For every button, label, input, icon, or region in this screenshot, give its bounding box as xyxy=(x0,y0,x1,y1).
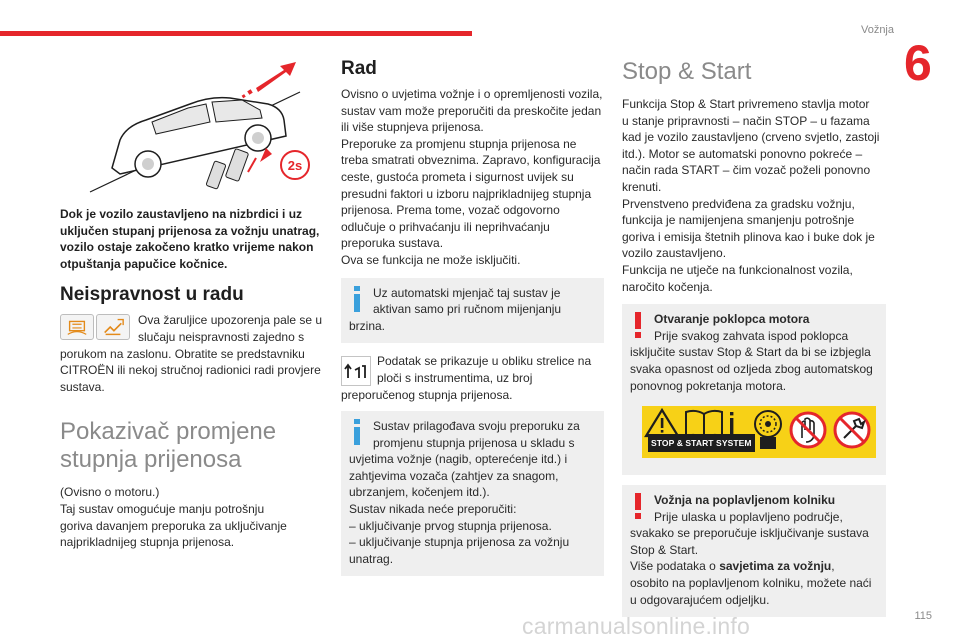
warning-line: svakako se preporučuje isključivanje sustava xyxy=(630,526,869,541)
column-3 xyxy=(622,58,886,627)
incline-note: Dok je vozilo zaustavljeno na nizbrdici i uz uključen stupanj prijenosa za vožnju unatrag, vozilo ostaje zakočeno kratko vrijeme nakon otpuštanja papučice kočnice. xyxy=(60,207,320,271)
stop-start-line: kad je vozilo zaustavljeno (crveno svjetlo, zastoji xyxy=(622,130,880,145)
gearbox-warning-lamp-icon xyxy=(96,314,130,340)
chapter-number: 6 xyxy=(904,35,932,91)
fault-text-line: Obratite se predstavniku CITROËN ili nekoj xyxy=(60,346,305,378)
rad-intro-line: treba smatrati obveznima. Zapravo, konfiguracija xyxy=(341,153,601,168)
warning-triangle-icon xyxy=(646,410,678,436)
fault-heading: Neispravnost u radu xyxy=(60,284,244,306)
fault-paragraph xyxy=(60,312,325,395)
gear-shift-up-indicator-icon xyxy=(341,356,371,386)
rad-intro-line: prijenosa. Prema tome, vozač odgovorno xyxy=(341,203,560,218)
info-line: – uključivanje stupnja prijenosa za vožnju xyxy=(349,535,570,550)
chapter-color-bar xyxy=(0,31,472,36)
stop-start-line: Prvenstveno predviđena za gradsku vožnju, xyxy=(622,196,855,211)
warning-line: svaka opasnost od ozljeda zbog automatskog xyxy=(630,361,873,376)
fault-text-line: slučaju neispravnosti zajedno s xyxy=(138,329,305,344)
warning-line: osobito na poplavljenom kolniku, možete naći xyxy=(630,576,872,591)
stop-start-intro xyxy=(622,96,886,295)
info-line: ubrzanjem, kočenjem itd.). xyxy=(349,485,490,500)
svg-text:2s: 2s xyxy=(287,158,303,173)
warning-line: Prije ulaska u poplavljeno područje, xyxy=(654,509,843,524)
watermark: carmanualsonline.info xyxy=(522,613,750,639)
stop-start-heading: Stop & Start xyxy=(622,58,752,85)
stop-start-line: vozilo zaustavljeno. xyxy=(622,246,727,261)
warning-line: u odgovarajućem odjeljku. xyxy=(630,592,770,607)
rad-intro-line: preporuka sustava. xyxy=(341,236,444,251)
indicator-paragraph xyxy=(341,353,604,403)
info-icon xyxy=(730,412,733,436)
gsi-text-line: (Ovisno o motoru.) xyxy=(60,485,160,500)
gsi-text-line: najprikladnijeg stupnja prijenosa. xyxy=(60,535,235,550)
belt-pulley-icon xyxy=(755,411,781,449)
column-1 xyxy=(60,40,325,560)
rad-intro xyxy=(341,86,604,269)
more-info-prefix: Više podataka o xyxy=(630,559,720,574)
indicator-line: Podatak se prikazuje u obliku strelice na xyxy=(377,354,592,369)
warning-title: Vožnja na poplavljenom kolniku xyxy=(654,493,836,508)
warning-box-flooded-road xyxy=(622,485,886,617)
rad-intro-line: sustav vam može preporučiti da preskočite jedan xyxy=(341,103,602,118)
fault-text-line: stručnoj radionici radi provjere sustava. xyxy=(60,363,321,394)
info-line: Sustav nikada neće preporučiti: xyxy=(349,502,517,517)
no-hand-icon xyxy=(791,413,825,447)
rad-intro-line: ceste, gustoća prometa i sigurnost uvijek su xyxy=(341,169,574,184)
stop-start-line: Funkcija ne utječe na funkcionalnost vozila, xyxy=(622,262,853,277)
stop-start-line: način rada START – čim vozač poželi ponovno xyxy=(622,163,871,178)
stop-start-line: Funkcija Stop & Start privremeno stavlja motor xyxy=(622,97,870,111)
info-line: zahtjevima vozača (zahtjev za snagom, xyxy=(349,468,559,483)
column-2 xyxy=(341,58,604,586)
no-spanner-icon xyxy=(835,413,869,447)
info-box-recommendation xyxy=(341,411,604,576)
rad-intro-line: ili više stupnjeva prijenosa. xyxy=(341,120,484,135)
car-on-incline-illustration xyxy=(60,40,325,200)
fault-text-line: Ova žaruljice upozorenja pale se u xyxy=(138,313,323,328)
indicator-line: preporučenog stupnja prijenosa. xyxy=(341,387,513,402)
stop-start-line: krenuti. xyxy=(622,179,662,194)
rad-intro-line: Ovisno o uvjetima vožnje i o opremljenosti vozila, xyxy=(341,87,603,101)
rad-heading: Rad xyxy=(341,58,377,79)
gsi-heading-line: stupnja prijenosa xyxy=(60,446,242,474)
uphill-arrow-icon xyxy=(242,62,296,98)
section-name: Vožnja xyxy=(860,24,894,36)
info-line: Sustav prilagođava svoju preporuku za xyxy=(373,419,580,434)
stop-start-line: u stanje pripravnosti – način STOP – u fazama xyxy=(622,113,870,128)
more-info-suffix: , xyxy=(831,559,835,574)
warning-title: Otvaranje poklopca motora xyxy=(654,312,810,327)
info-line: brzina. xyxy=(349,318,386,333)
info-icon xyxy=(349,286,365,312)
stop-start-line: itd.). Motor se automatski ponovno pokreće – xyxy=(622,146,863,161)
car-icon xyxy=(112,98,286,177)
info-line: promjenu stupnja prijenosa u skladu s xyxy=(373,435,575,450)
info-icon xyxy=(349,419,365,445)
rad-intro-line: odlučuje o prihvaćanju ili neprihvaćanju xyxy=(341,219,550,234)
warning-line: Prije svakog zahvata ispod poklopca xyxy=(654,328,849,343)
warning-exclamation-icon xyxy=(630,493,646,519)
driving-advice-link[interactable]: savjetima za vožnju xyxy=(719,559,832,574)
warning-line: Stop & Start. xyxy=(630,542,699,557)
sticker-label: STOP & START SYSTEM xyxy=(648,434,755,453)
more-info-line xyxy=(630,558,876,575)
fault-icons xyxy=(60,314,132,340)
stop-start-warning-sticker xyxy=(642,406,876,458)
stop-start-line: goriva i emisija štetnih plinova kao i buke dok je xyxy=(622,229,875,244)
info-line: aktivan samo pri ručnom mijenjanju xyxy=(373,302,562,317)
info-line: unatrag. xyxy=(349,551,394,566)
gearbox-warning-icon xyxy=(60,314,94,340)
page-number: 115 xyxy=(914,610,932,622)
info-line: uvjetima vožnje (nagib, opterećenje itd.) i xyxy=(349,452,568,467)
stop-start-line: funkcija je namijenjena smanjenju potrošnje xyxy=(622,213,855,228)
warning-line: ponovnog pokretanja motora. xyxy=(630,378,787,393)
fault-text-line: porukom na zaslonu. xyxy=(60,346,172,361)
gsi-heading xyxy=(60,418,325,474)
brake-pedal-icon xyxy=(206,148,272,189)
gsi-text-line: Taj sustav omogućuje manju potrošnju xyxy=(60,501,265,516)
gsi-heading-line: Pokazivač promjene xyxy=(60,418,277,446)
rad-intro-line: Ova se funkcija ne može isključiti. xyxy=(341,252,521,267)
info-box-automatic xyxy=(341,278,604,344)
rad-intro-line: presudni faktori u izboru najprikladnijeg stupnja xyxy=(341,186,592,201)
gsi-text-line: goriva davanjem preporuka za uključivanje xyxy=(60,518,287,533)
indicator-line: ploči s instrumentima, uz broj xyxy=(377,370,533,385)
warning-box-bonnet xyxy=(622,304,886,475)
gsi-paragraph xyxy=(60,484,325,550)
warning-line: isključite sustav Stop & Start da bi se izbjegla xyxy=(630,345,871,360)
info-line: Uz automatski mjenjač taj sustav je xyxy=(373,285,561,300)
warning-exclamation-icon xyxy=(630,312,646,338)
info-line: – uključivanje prvog stupnja prijenosa. xyxy=(349,518,552,533)
stop-start-line: naročito kočenja. xyxy=(622,279,713,294)
rad-intro-line: Preporuke za promjenu stupnja prijenosa ne xyxy=(341,136,577,151)
timer-2s-icon xyxy=(281,151,309,179)
